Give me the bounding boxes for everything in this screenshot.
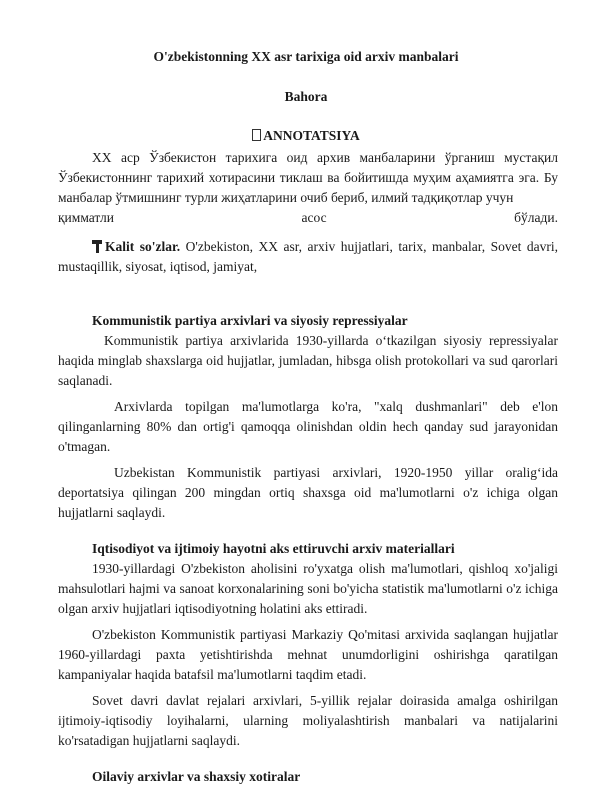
pin-icon (92, 240, 102, 253)
missing-glyph-icon (252, 129, 261, 141)
section1-paragraph-3: Uzbekistan Kommunistik partiyasi arxivlari, 1920-1950 yillar oralig‘ida deportatsiya qilingan 200 mingdan ortiq shaxsga oid ma'lumotlarni o'z ichiga olgan hujjatlarni saqlaydi. (58, 465, 558, 520)
section-heading-economy: Iqtisodiyot va ijtimoiy hayotni aks ettiruvchi arxiv materiallari (92, 541, 455, 556)
section1-paragraph-1: Kommunistik partiya arxivlarida 1930-yillarda o‘tkazilgan siyosiy repressiyalar haqida minglab shaxslarga oid hujjatlar, jumladan, hibsga olish protokollari va sud qarorlari saqlanadi. (58, 333, 558, 388)
annotation-heading (0, 128, 612, 144)
keywords-paragraph (58, 237, 558, 277)
author-name: Bahora (284, 89, 328, 104)
annotation-paragraph-last-line (58, 208, 558, 228)
section1-paragraph-2: Arxivlarda topilgan ma'lumotlarga ko'ra, "xalq dushmanlari" deb e'lon qilinganlarning 80% dan ortig'i qamoqqa olinishdan oldin hech qanday sud jarayonidan o'tmagan. (58, 399, 558, 454)
section2-paragraph-3: Sovet davri davlat rejalari arxivlari, 5-yillik rejalar doirasida amalga oshirilgan ijtimoiy-iqtisodiy loyihalarni, ularning moliyalashtirish manbalari va natijalarini ko'rsatadigan hujjatlarni saqlaydi. (58, 693, 558, 748)
annotation-paragraph (58, 148, 558, 208)
annotation-text: XX аср Ўзбекистон тарихига оид архив манбаларини ўрганиш мустақил Ўзбекистоннинг тарихий хотирасини тиклаш ва бойитишда муҳим аҳамиятга эга. Бу манбалар ўтмишнинг турли жиҳатларини очиб бериб, илмий тадқиқотлар учун (58, 150, 558, 205)
annotation-heading-text: ANNOTATSIYA (263, 128, 360, 143)
keywords-text: O'zbekiston, XX asr, arxiv hujjatlari, tarix, manbalar, Sovet davri, mustaqillik, siyosat, iqtisod, jamiyat, (58, 239, 558, 274)
section2-paragraph-2: O'zbekiston Kommunistik partiyasi Markaziy Qo'mitasi arxivida saqlangan hujjatlar 1960-yillardagi paxta yetishtirishda mehnat unumdorligini oshirishga qaratilgan kampaniyalar haqida batafsil ma'lumotlarni taqdim etadi. (58, 627, 558, 682)
annotation-text-last: қимматли асос бўлади. (58, 210, 558, 225)
document-title: O'zbekistonning XX asr tarixiga oid arxiv manbalari (153, 49, 459, 64)
section-heading-repressions: Kommunistik partiya arxivlari va siyosiy repressiyalar (92, 313, 408, 328)
section2-paragraph-1: 1930-yillardagi O'zbekiston aholisini ro'yxatga olish ma'lumotlari, qishloq xo'jaligi mahsulotlari hajmi va sanoat korxonalarining soni bo'yicha statistik ma'lumotlarni o'z ichiga olgan arxiv hujjatlari iqtisodiyotning holatini aks ettiradi. (58, 561, 558, 616)
section-heading-family-archives: Oilaviy arxivlar va shaxsiy xotiralar (92, 769, 301, 784)
keywords-label: Kalit so'zlar. (105, 239, 181, 254)
